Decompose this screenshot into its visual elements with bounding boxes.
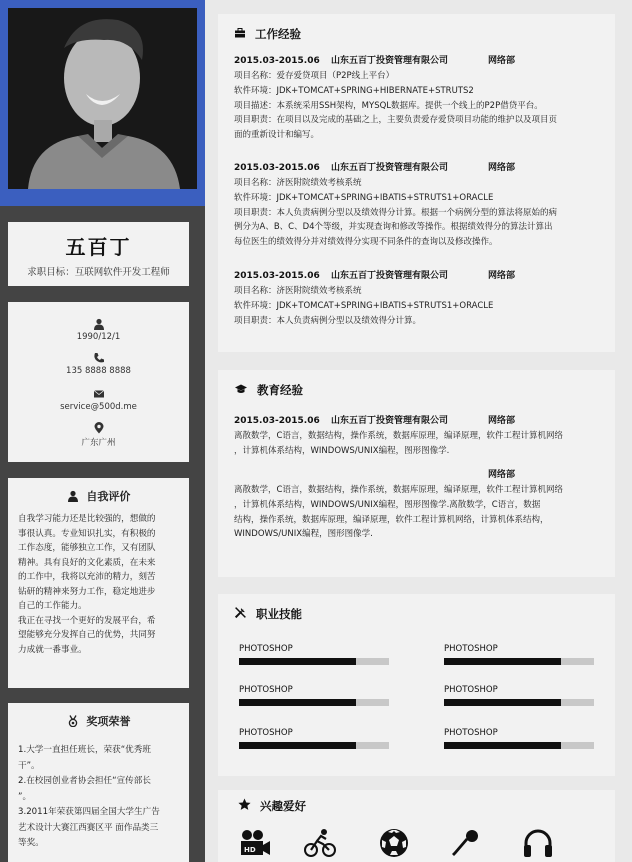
work-entry [234,54,604,143]
work-panel [218,14,615,352]
self-eval-line: 自我学习能力还是比较强的，想做的 [18,514,156,524]
skill-fill [444,699,561,706]
profile-photo [8,8,197,189]
microphone-icon [450,828,482,858]
award-line: 艺术设计大赛江西赛区平 面作品类三 [18,822,159,833]
hobbies-title: 兴趣爱好 [260,799,307,813]
entry-company: 山东五百丁投资管理有限公司 [331,163,449,173]
skill-label: PHOTOSHOP [239,728,293,738]
skill-track [239,658,389,665]
entry-line: 软件环境：JDK+TOMCAT+SPRING+IBATIS+STRUTS1+ORACLE [234,192,494,203]
award-line: 等奖。 [18,838,44,848]
self-eval-heading [18,488,179,504]
skill-item [444,728,594,749]
video-camera-icon [239,828,271,858]
awards-heading [18,713,179,729]
skill-label: PHOTOSHOP [239,644,293,654]
skills-panel [218,594,615,776]
entry-line: ，计算机体系结构，WINDOWS/UNIX编程，图形图像学.离散数学，C语言，数据 [234,499,541,510]
birthday-item [8,318,189,342]
education-panel [218,370,615,577]
self-eval-line: 我正在寻找一个更好的发展平台，希 [18,615,156,626]
birthday-text: 1990/12/1 [76,332,121,342]
name-card [8,222,189,286]
person-icon [67,490,79,502]
skill-item [239,728,389,749]
entry-line: 例分为A、B、C、D4个等级，并实现查询和修改等操作。根据绩效得分的算法计算出 [234,222,553,233]
entry-line: 项目名称：济医附院绩效考核系统 [234,286,362,296]
sidebar [0,0,205,862]
education-entry [234,414,604,459]
skill-item [444,644,594,665]
entry-date: 2015.03-2015.06 [234,56,320,66]
skill-item [239,644,389,665]
skill-item [444,685,594,706]
award-line: 2.在校园创业者协会担任“宣传部长 [18,776,151,786]
self-eval-line: 望能够充分发挥自己的优势，共同努 [18,630,156,640]
entry-company: 山东五百丁投资管理有限公司 [331,416,449,426]
skill-track [239,699,389,706]
entry-line: 离散数学，C语言，数据结构，操作系统，数据库原理，编译原理，软件工程计算机网络 [234,485,563,495]
entry-header [234,269,604,284]
hobbies-heading [238,798,306,814]
entry-dept: 网络部 [488,163,516,173]
work-entry [234,269,604,328]
entry-dept: 网络部 [488,416,516,426]
entry-line: 项目名称：爱存爱贷项目（P2P线上平台） [234,71,395,81]
entry-line: 软件环境：JDK+TOMCAT+SPRING+IBATIS+STRUTS1+ORACLE [234,300,494,311]
entry-date: 2015.03-2015.06 [234,271,320,281]
envelope-icon [93,388,105,400]
self-eval-line: 的工作中，我将以充沛的精力，刻苦 [18,572,156,582]
self-eval-line: 工作态度，能够独立工作，又有团队 [18,543,156,553]
svg-text:HD: HD [244,846,256,854]
headphones-icon [522,828,554,858]
entry-line: ，计算机体系结构，WINDOWS/UNIX编程，图形图像学. [234,445,450,456]
self-eval-line: 精神。具有良好的文化素质，在未来 [18,557,156,568]
graduation-cap-icon [234,383,248,395]
self-eval-line: 钻研的精神来努力工作，稳定地进步 [18,586,156,597]
self-eval-card [8,478,189,688]
skill-label: PHOTOSHOP [444,728,498,738]
entry-company: 山东五百丁投资管理有限公司 [331,56,449,66]
job-goal: 求职目标：互联网软件开发工程师 [27,267,170,278]
email-item [8,388,189,412]
entry-line: 每位医生的绩效得分并对绩效得分实现不同条件的查询以及修改操作。 [234,237,498,248]
contact-card [8,302,189,462]
awards-list [18,743,179,851]
phone-icon [93,352,105,364]
entry-header [234,161,604,176]
entry-company: 山东五百丁投资管理有限公司 [331,271,449,281]
self-eval-title: 自我评价 [86,490,131,503]
entry-line: 项目职责：在项目以及完成的基础之上，主要负责爱存爱贷项目功能的维护以及项目页 [234,115,558,126]
star-icon [238,798,251,811]
phone-text: 135 8888 8888 [66,366,131,376]
entry-dept: 网络部 [488,470,516,480]
entry-line: 项目描述：本系统采用SSH架构，MYSQL数据库。提供一个线上的P2P借贷平台。 [234,100,543,111]
soccer-ball-icon [378,828,410,858]
candidate-name: 五百丁 [65,235,132,259]
tools-icon [234,606,247,619]
entry-line: 面的重新设计和编写。 [234,130,320,141]
award-line: 1.大学一直担任班长，荣获“优秀班 [18,745,151,755]
award-line: ”。 [18,791,32,802]
entry-line: 结构，操作系统，数据库原理，编译原理，软件工程计算机网络，计算机体系结构， [234,514,549,525]
entry-date: 2015.03-2015.06 [234,163,320,173]
entry-header [234,414,604,429]
self-eval-text [18,512,179,657]
skill-fill [444,658,561,665]
hobbies-panel [218,790,615,862]
skill-fill [239,699,356,706]
work-entry [234,161,604,250]
self-eval-line: 事很认真。专业知识扎实，有积极的 [18,528,156,539]
medal-icon [67,715,79,727]
person-icon [93,318,105,330]
photo-frame [0,0,205,206]
skills-title: 职业技能 [256,607,303,621]
work-heading [234,26,301,42]
work-title: 工作经验 [255,27,302,41]
award-line: 干”。 [18,760,40,771]
skill-track [444,658,594,665]
skill-label: PHOTOSHOP [444,685,498,695]
entry-line: 项目职责：本人负责病例分型以及绩效得分计算。 [234,315,422,326]
education-entry [234,468,604,542]
entry-dept: 网络部 [488,271,516,281]
entry-line: WINDOWS/UNIX编程，图形图像学. [234,529,373,540]
briefcase-icon [234,27,246,39]
skill-track [444,699,594,706]
entry-date: 2015.03-2015.06 [234,416,320,426]
self-eval-line: 自己的工作能力。 [18,601,87,611]
entry-line: 项目名称：济医附院绩效考核系统 [234,178,362,188]
skill-fill [444,742,561,749]
entry-header [234,468,604,483]
entry-line: 软件环境：JDK+TOMCAT+SPRING+HIBERNATE+STRUTS2 [234,85,474,96]
awards-card [8,703,189,862]
entry-dept: 网络部 [488,56,516,66]
skill-label: PHOTOSHOP [239,685,293,695]
education-heading [234,382,303,398]
phone-item [8,352,189,376]
skill-fill [239,658,356,665]
skill-label: PHOTOSHOP [444,644,498,654]
skills-heading [234,606,302,622]
location-item [8,422,189,448]
entry-line: 离散数学，C语言，数据结构，操作系统，数据库原理，编译原理，软件工程计算机网络 [234,431,563,441]
entry-header [234,54,604,69]
email-text: service@500d.me [60,402,137,412]
map-pin-icon [93,422,105,434]
entry-line: 项目职责：本人负责病例分型以及绩效得分计算。根据一个病例分型的算法将原始的病 [234,207,558,218]
cycling-icon [304,828,336,858]
skill-fill [239,742,356,749]
awards-title: 奖项荣誉 [86,715,131,728]
education-title: 教育经验 [257,383,304,397]
location-text: 广东广州 [81,438,116,448]
award-line: 3.2011年荣获第四届全国大学生广告 [18,807,160,817]
skill-item [239,685,389,706]
skill-track [239,742,389,749]
skill-track [444,742,594,749]
self-eval-line: 力成就一番事业。 [18,644,87,655]
